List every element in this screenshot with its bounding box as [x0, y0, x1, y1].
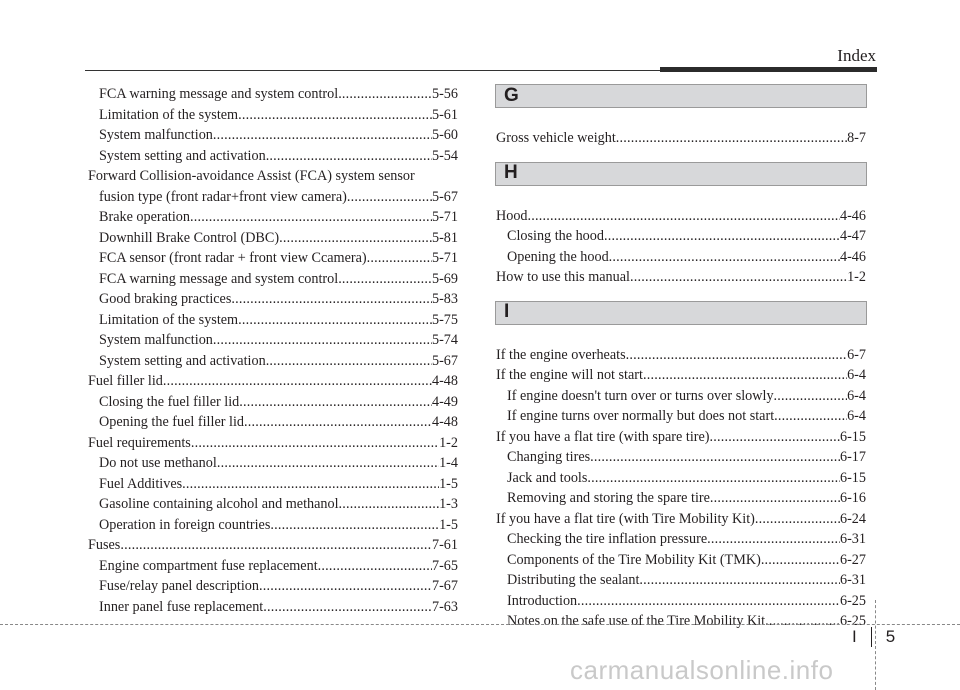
section-letter: I	[504, 301, 510, 323]
index-entry-page: 6-17	[839, 449, 866, 465]
index-entry	[88, 556, 458, 577]
index-entry-term: If engine doesn't turn over or turns over slowly	[507, 387, 774, 404]
index-entry-term: Engine compartment fuse replacement	[99, 557, 318, 574]
index-entry-leader	[263, 597, 432, 618]
index-entry-page: 6-7	[847, 346, 866, 363]
index-entry	[496, 591, 866, 612]
section-header-g	[495, 84, 867, 108]
index-entry-leader	[259, 576, 432, 597]
index-entry-leader	[238, 310, 432, 331]
index-entry-leader	[590, 447, 840, 468]
index-entry	[496, 468, 866, 489]
index-entry-leader	[643, 365, 847, 386]
index-entry-term: Opening the fuel filler lid	[99, 414, 244, 430]
index-entry-term: System malfunction	[99, 332, 213, 348]
index-entry-term: FCA warning message and system control	[99, 270, 339, 287]
index-entry	[88, 207, 458, 228]
index-entry	[88, 248, 458, 269]
section-entries-g	[496, 128, 866, 149]
index-entry-leader	[774, 406, 847, 427]
index-entry-term: Removing and storing the spare tire	[507, 490, 710, 506]
index-entry-term: Fuse/relay panel description	[99, 578, 259, 594]
index-entry-leader	[630, 267, 847, 288]
index-entry	[496, 570, 866, 591]
index-entry-term: Inner panel fuse replacement	[99, 598, 264, 615]
index-entry	[88, 105, 458, 126]
index-entry-leader	[244, 412, 432, 433]
index-entry-page: 6-27	[839, 551, 866, 568]
index-entry-term: System malfunction	[99, 127, 213, 143]
index-entry-term: Hood	[496, 207, 528, 224]
index-entry-term: If you have a flat tire (with Tire Mobility Kit)	[496, 510, 755, 527]
index-entry-leader	[761, 550, 840, 571]
index-entry	[88, 535, 458, 556]
index-entry	[88, 351, 458, 372]
index-entry-page: 5-83	[431, 291, 458, 307]
index-entry	[88, 187, 458, 208]
index-entry-page: 7-67	[431, 578, 458, 594]
footer-rule	[0, 624, 960, 625]
index-entry	[88, 84, 458, 105]
index-entry-page: 5-74	[431, 332, 458, 348]
index-entry-leader	[755, 509, 840, 530]
index-entry	[496, 550, 866, 571]
index-entry-leader	[609, 247, 840, 268]
header-title: Index	[837, 46, 876, 65]
index-entry	[496, 509, 866, 530]
index-entry	[88, 515, 458, 536]
index-entry	[88, 412, 458, 433]
index-entry-term: FCA warning message and system control	[99, 86, 339, 102]
index-entry-page: 6-24	[839, 510, 866, 527]
index-entry-leader	[266, 146, 432, 167]
index-entry-term: Brake operation	[99, 209, 190, 225]
index-entry	[88, 371, 458, 392]
index-entry	[496, 365, 866, 386]
watermark: carmanualsonline.info	[570, 655, 834, 685]
index-entry	[88, 576, 458, 597]
index-entry-page: 4-49	[431, 393, 458, 410]
index-entry-page: 5-81	[431, 229, 458, 246]
index-entry-page: 5-71	[431, 250, 458, 266]
page-number	[852, 627, 895, 647]
index-entry	[88, 146, 458, 167]
index-entry-leader	[239, 392, 432, 413]
page-number-separator	[871, 627, 872, 647]
index-entry-leader	[577, 591, 840, 612]
index-entry-leader	[213, 125, 432, 146]
index-entry	[88, 392, 458, 413]
index-entry-page: 1-5	[439, 516, 458, 533]
index-entry-term: Fuel Additives	[99, 475, 183, 492]
index-entry-leader	[707, 529, 840, 550]
index-entry	[496, 247, 866, 268]
index-entry-page: 7-61	[431, 537, 458, 553]
index-entry	[496, 488, 866, 509]
section-letter: H	[504, 162, 518, 184]
index-entry-term: System setting and activation	[99, 352, 266, 369]
index-entry	[88, 330, 458, 351]
index-entry-term: Closing the fuel filler lid	[99, 393, 240, 410]
index-entry	[496, 529, 866, 550]
index-entry-page: 7-63	[431, 598, 458, 615]
index-entry-page: 1-5	[439, 475, 458, 492]
index-entry-page: 5-60	[431, 127, 458, 143]
index-entry-page: 4-46	[839, 248, 866, 265]
index-entry-term: Good braking practices	[99, 291, 232, 307]
index-entry	[88, 289, 458, 310]
index-entry-term: Distributing the sealant	[507, 572, 640, 588]
index-entry-leader	[266, 351, 432, 372]
index-entry-page: 6-15	[839, 428, 866, 445]
index-entry-leader	[616, 128, 847, 149]
index-entry-leader	[120, 535, 432, 556]
index-entry	[496, 427, 866, 448]
index-entry	[496, 611, 866, 632]
index-entry-term: Components of the Tire Mobility Kit (TMK)	[507, 551, 761, 568]
index-entry-leader	[217, 453, 439, 474]
index-entry-term: Jack and tools	[507, 469, 588, 486]
index-entry-leader	[270, 515, 439, 536]
index-entry	[88, 433, 458, 454]
index-entry-page: 6-15	[839, 469, 866, 486]
index-entry-page: 4-48	[431, 414, 458, 430]
index-entry-leader	[587, 468, 840, 489]
index-entry-term: Forward Collision-avoidance Assist (FCA) system sensor	[88, 168, 415, 184]
header-rule-accent	[660, 67, 877, 72]
index-entry-page: 5-54	[431, 147, 458, 164]
index-entry-page: 1-4	[439, 455, 458, 471]
index-entry-term: If engine turns over normally but does not start	[507, 408, 775, 424]
index-entry	[88, 166, 458, 187]
index-entry-term: If you have a flat tire (with spare tire)	[496, 428, 710, 445]
index-entry-page: 7-65	[431, 557, 458, 574]
index-entry-leader	[710, 488, 840, 509]
index-entry-page: 6-31	[839, 531, 866, 547]
index-entry	[88, 269, 458, 290]
index-entry-page: 5-61	[431, 106, 458, 123]
index-entry	[88, 453, 458, 474]
index-entry-leader	[279, 228, 432, 249]
index-entry-leader	[626, 345, 847, 366]
index-entry-term: Gross vehicle weight	[496, 130, 616, 146]
page-number-value: 5	[885, 627, 896, 646]
index-column-left	[88, 84, 458, 617]
index-entry	[496, 406, 866, 427]
index-entry-term: Closing the hood	[507, 228, 604, 244]
index-entry-leader	[339, 494, 440, 515]
index-entry-term: Notes on the safe use of the Tire Mobility Kit	[507, 613, 766, 629]
section-header-i	[495, 301, 867, 325]
index-entry	[88, 310, 458, 331]
index-entry	[88, 228, 458, 249]
index-entry-leader	[238, 105, 432, 126]
header-rule	[85, 70, 665, 71]
index-entry-page: 6-25	[839, 592, 866, 609]
index-entry-leader	[639, 570, 840, 591]
index-entry-term: Introduction	[507, 592, 578, 609]
index-entry	[496, 206, 866, 227]
index-entry-page: 1-2	[847, 269, 866, 285]
index-entry-term: Fuel requirements	[88, 434, 191, 451]
section-letter: G	[504, 84, 519, 106]
index-entry-term: Gasoline containing alcohol and methanol	[99, 496, 339, 512]
index-entry	[496, 226, 866, 247]
index-entry-leader	[604, 226, 840, 247]
index-entry-page: 4-46	[839, 207, 866, 224]
index-entry-leader	[765, 611, 840, 632]
index-entry-leader	[347, 187, 432, 208]
index-entry	[496, 386, 866, 407]
index-entry-leader	[338, 84, 432, 105]
index-entry	[496, 267, 866, 288]
index-entry-page: 5-56	[431, 86, 458, 102]
index-entry-page: 1-2	[439, 434, 458, 451]
page-section-letter: I	[852, 627, 857, 646]
index-entry-page: 8-7	[847, 130, 866, 146]
index-entry-leader	[367, 248, 432, 269]
index-entry-page: 6-16	[839, 490, 866, 506]
index-entry-leader	[710, 427, 840, 448]
index-entry	[88, 494, 458, 515]
index-entry	[496, 345, 866, 366]
index-entry-leader	[163, 371, 432, 392]
index-entry-term: If the engine will not start	[496, 367, 643, 383]
index-entry-term: fusion type (front radar+front view camera)	[99, 188, 347, 205]
section-header-h	[495, 162, 867, 186]
section-entries-i	[496, 345, 866, 632]
index-entry-leader	[231, 289, 432, 310]
index-entry-page: 5-71	[431, 209, 458, 225]
index-entry-leader	[774, 386, 848, 407]
index-entry-leader	[528, 206, 840, 227]
index-entry-term: Fuses	[88, 537, 121, 553]
index-entry	[88, 125, 458, 146]
index-entry-term: Downhill Brake Control (DBC)	[99, 229, 280, 246]
index-entry-term: How to use this manual	[496, 269, 630, 285]
index-column-right	[496, 84, 866, 632]
index-entry-term: Limitation of the system	[99, 311, 239, 328]
index-entry-term: Do not use methanol	[99, 455, 217, 471]
index-entry-page: 5-75	[431, 311, 458, 328]
index-entry-page: 4-48	[431, 373, 458, 389]
index-entry	[496, 128, 866, 149]
index-entry-page: 6-25	[839, 613, 866, 629]
index-entry-term: FCA sensor (front radar + front view Ccamera)	[99, 250, 367, 266]
index-entry-page: 5-67	[431, 352, 458, 369]
index-entry-term: System setting and activation	[99, 147, 266, 164]
index-entry-term: Opening the hood	[507, 248, 609, 265]
index-entry-term: Fuel filler lid	[88, 373, 163, 389]
index-entry-page: 4-47	[839, 228, 866, 244]
index-entry-leader	[182, 474, 439, 495]
index-entry	[88, 597, 458, 618]
index-entry-leader	[338, 269, 432, 290]
index-entry-page: 6-4	[847, 387, 866, 404]
index-entry-leader	[318, 556, 432, 577]
index-entry-page: 5-67	[431, 188, 458, 205]
index-entry-term: Operation in foreign countries	[99, 516, 271, 533]
index-entry	[496, 447, 866, 468]
index-entry-leader	[190, 207, 432, 228]
index-entry-page: 5-69	[431, 270, 458, 287]
index-entry-term: If the engine overheats	[496, 346, 626, 363]
index-entry-page: 6-31	[839, 572, 866, 588]
index-entry-term: Changing tires	[507, 449, 591, 465]
section-entries-h	[496, 206, 866, 288]
index-entry-page: 1-3	[439, 496, 458, 512]
index-entry-leader	[191, 433, 439, 454]
index-entry	[88, 474, 458, 495]
index-entry-term: Checking the tire inflation pressure	[507, 531, 708, 547]
index-entry-leader	[213, 330, 432, 351]
index-entry-page: 6-4	[847, 367, 866, 383]
index-entry-page: 6-4	[847, 408, 866, 424]
index-entry-term: Limitation of the system	[99, 106, 239, 123]
